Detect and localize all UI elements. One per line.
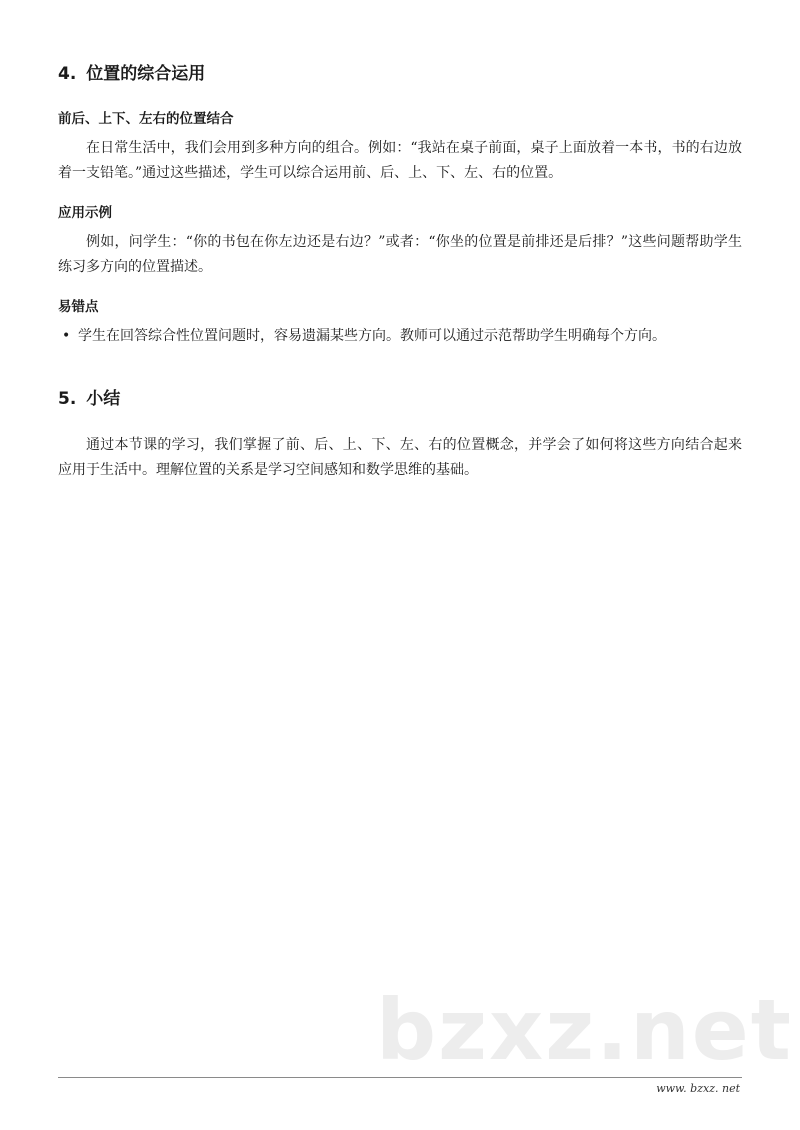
section-title: 位置的综合运用 xyxy=(86,64,206,84)
bullet-icon: • xyxy=(62,328,71,344)
list-item xyxy=(58,324,742,349)
subsection-heading-combination: 前后、上下、左右的位置结合 xyxy=(58,111,234,127)
section-heading-5 xyxy=(58,385,742,413)
section-title: 小结 xyxy=(86,389,121,409)
watermark-logo: bzxz.net xyxy=(376,981,793,1079)
section-heading-4 xyxy=(58,60,742,88)
footer-divider xyxy=(58,1077,742,1078)
list-item-text: 学生在回答综合性位置问题时，容易遗漏某些方向。教师可以通过示范帮助学生明确每个方向。 xyxy=(78,328,666,344)
subsection-heading-example: 应用示例 xyxy=(58,205,112,221)
paragraph-combination: 在日常生活中，我们会用到多种方向的组合。例如：“我站在桌子前面，桌子上面放着一本书，书的右边放着一支铅笔。”通过这些描述，学生可以综合运用前、后、上、下、左、右的位置。 xyxy=(58,140,742,181)
pitfalls-list xyxy=(58,324,742,349)
paragraph-summary: 通过本节课的学习，我们掌握了前、后、上、下、左、右的位置概念，并学会了如何将这些方向结合起来应用于生活中。理解位置的关系是学习空间感知和数学思维的基础。 xyxy=(58,437,742,478)
subsection-heading-pitfalls: 易错点 xyxy=(58,299,99,315)
footer-url: www. bzxz. net xyxy=(656,1082,740,1095)
section-number: 4. xyxy=(58,64,77,84)
section-number: 5. xyxy=(58,389,77,409)
paragraph-example: 例如，问学生：“你的书包在你左边还是右边？”或者：“你坐的位置是前排还是后排？”这些问题帮助学生练习多方向的位置描述。 xyxy=(58,234,742,275)
document-content xyxy=(58,60,742,499)
